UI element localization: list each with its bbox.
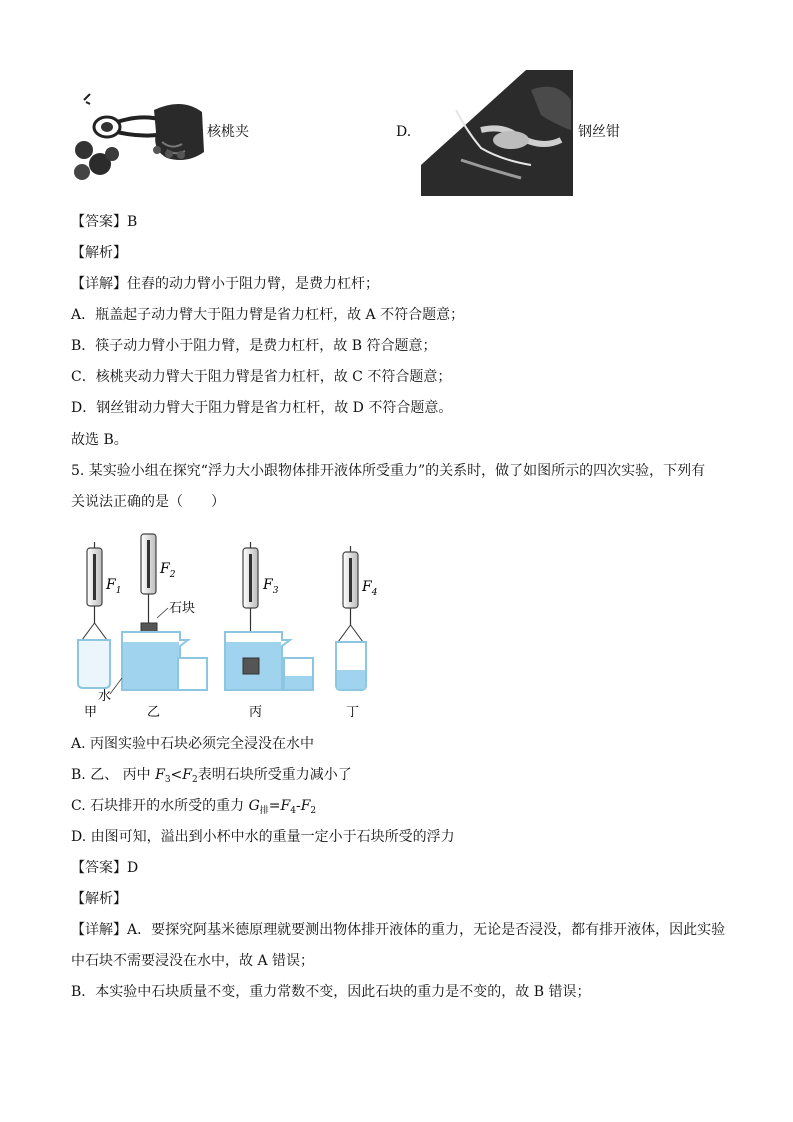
spring-scale-f4 — [338, 546, 363, 642]
q4-detail: 【详解】住舂的动力臂小于阻力臂，是费力杠杆； — [71, 276, 379, 292]
water-label: 水 — [98, 689, 112, 704]
wire-pliers-image — [421, 70, 573, 196]
small-beaker-bing — [284, 658, 313, 690]
f4-label: $F_4$ — [362, 579, 378, 598]
q5-stem-line-1: 5. 某实验小组在探究“浮力大小跟物体排开液体所受重力”的关系时，做了如图所示的四次实验，下列有 — [71, 463, 706, 479]
q4-option-c-explanation: C．核桃夹动力臂大于阻力臂是省力杠杆，故 C 不符合题意； — [71, 369, 452, 385]
small-beaker-ding — [336, 642, 366, 690]
option-d-marker: D. — [396, 124, 412, 140]
q4-analysis-heading: 【解析】 — [71, 245, 127, 261]
f2-label: $F_2$ — [160, 561, 176, 580]
caption-bing: 丙 — [249, 705, 263, 720]
q5-stem-line-2: 关说法正确的是（ ） — [71, 494, 225, 510]
q5-option-b: B. 乙、 丙中 $F_3<F_2$表明石块所受重力减小了 — [71, 767, 352, 785]
experiment-figure-svg — [70, 528, 390, 720]
caption-ding: 丁 — [346, 705, 360, 720]
q4-option-a-explanation: A．瓶盖起子动力臂大于阻力臂是省力杠杆，故 A 不符合题意； — [71, 307, 465, 323]
q5-analysis-heading: 【解析】 — [71, 891, 127, 907]
q4-answer: 【答案】B — [71, 214, 138, 230]
f3-label: $F_3$ — [263, 577, 279, 596]
wire-pliers-label: 钢丝钳 — [578, 124, 620, 140]
spring-scale-f1 — [82, 542, 107, 640]
overflow-beaker-bing — [225, 632, 290, 690]
caption-yi: 乙 — [147, 705, 161, 720]
q5-answer: 【答案】D — [71, 860, 139, 876]
q5-option-d: D. 由图可知，溢出到小杯中水的重量一定小于石块所受的浮力 — [71, 829, 455, 845]
q4-option-d-explanation: D．钢丝钳动力臂大于阻力臂是省力杠杆，故 D 不符合题意。 — [71, 400, 453, 416]
q4-conclusion: 故选 B。 — [71, 432, 128, 448]
q5-detail-b: B．本实验中石块质量不变，重力常数不变，因此石块的重力是不变的，故 B 错误； — [71, 984, 591, 1000]
small-beaker-yi — [178, 658, 207, 690]
small-beaker-jia — [78, 640, 110, 688]
q5-detail-line-2: 中石块不需要浸没在水中，故 A 错误； — [71, 953, 315, 969]
experiment-figure — [70, 528, 390, 720]
f1-label: $F_1$ — [106, 577, 122, 596]
caption-jia: 甲 — [84, 705, 98, 720]
stone-label: 石块 — [169, 601, 196, 616]
q5-option-c: C. 石块排开的水所受的重力 $G_排=F_4-F_2$ — [71, 798, 317, 816]
q5-detail-line-1: 【详解】A．要探究阿基米德原理就要测出物体排开液体的重力，无论是否浸没，都有排开液体，因此实验 — [71, 922, 726, 938]
q4-option-b-explanation: B．筷子动力臂小于阻力臂，是费力杠杆，故 B 符合题意； — [71, 338, 437, 354]
nutcracker-label: 核桃夹 — [207, 124, 249, 140]
spring-scale-f2 — [141, 534, 156, 623]
nutcracker-image — [72, 92, 207, 187]
q5-option-a: A. 丙图实验中石块必须完全浸没在水中 — [71, 736, 315, 752]
